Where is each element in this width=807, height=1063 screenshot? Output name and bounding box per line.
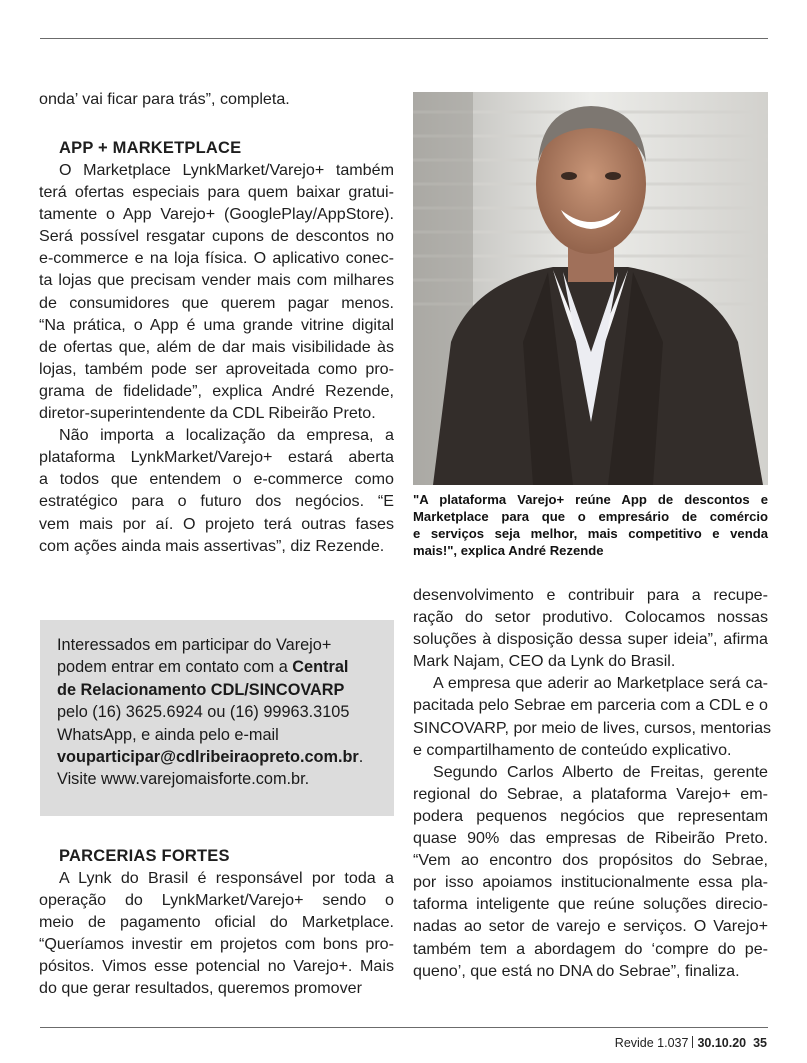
text-line: SINCOVARP, por meio de lives, cursos, mentorias (413, 718, 772, 737)
footer-separator (692, 1036, 693, 1048)
text-line: ta lojas que precisam vender mais com milhares (39, 271, 394, 290)
text-line: queno’, que está no DNA do Sebrae”, finaliza. (413, 961, 740, 980)
magazine-issue: Revide 1.037 (614, 1036, 689, 1050)
caption-text (413, 491, 768, 559)
text-line: e serviços seja melhor, mais competitivo e venda (413, 526, 768, 541)
top-rule (40, 38, 768, 39)
text-line: mais!", explica André Rezende (413, 543, 604, 558)
contact-website-line: Visite www.varejomaisforte.com.br. (57, 770, 310, 789)
issue-date: 30.10.20 (697, 1036, 747, 1050)
text-line: A empresa que aderir ao Marketplace será ca- (433, 674, 768, 693)
body-line: onda’ vai ficar para trás”, completa. (39, 90, 290, 108)
text-line: “Na prática, o App é uma grande vitrine digital (39, 315, 394, 334)
text-line: de consumidores que querem pagar menos. (39, 293, 394, 312)
contact-text: . (358, 748, 364, 767)
text-line: desenvolvimento e contribuir para a recupe- (413, 586, 768, 604)
text-line: soluções à disposição dessa super ideia”, afirma (413, 630, 768, 649)
text-line: e-commerce e na loja física. O aplicativo conec- (39, 249, 394, 268)
text-line: terá ofertas especiais para quem baixar gratui- (39, 183, 394, 202)
text-line: grama de fidelidade”, explica André Rezende, (39, 381, 394, 400)
page-number: 35 (753, 1036, 767, 1050)
text-line: Não importa a localização da empresa, a (59, 426, 394, 445)
contact-line (57, 656, 394, 678)
section-heading: APP + MARKETPLACE (59, 139, 242, 157)
contact-text: podem entrar em contato com a (57, 658, 293, 677)
contact-highlight: Central (292, 658, 349, 677)
text-line: vem mais por aí. O projeto terá outras fases (39, 514, 394, 533)
text-line: operação do LynkMarket/Varejo+ sendo o (39, 891, 394, 910)
paragraph (39, 159, 394, 424)
text-line: estratégico para o futuro dos negócios. “E (39, 492, 394, 511)
contact-line: WhatsApp, e ainda pelo e-mail (57, 725, 279, 744)
contact-email: vouparticipar@cdlribeiraopreto.com.br (57, 748, 359, 767)
text-line: a todos que entendem o e-commerce como (39, 470, 394, 489)
text-line: meio de pagamento oficial do Marketplace. (39, 913, 394, 932)
contact-line (57, 679, 394, 701)
bottom-rule (40, 1027, 768, 1028)
section-heading: PARCERIAS FORTES (59, 847, 230, 865)
text-line: Segundo Carlos Alberto de Freitas, gerente (433, 762, 768, 781)
text-line: e compartilhamento de conteúdo explicativo. (413, 740, 732, 759)
contact-line: Interessados em participar do Varejo+ (57, 636, 332, 654)
section-parcerias (39, 845, 394, 1000)
text-line: Mark Najam, CEO da Lynk do Brasil. (413, 652, 676, 671)
text-line: por isso apoiamos institucionalmente essa pla- (413, 873, 768, 892)
text-line: pacitada pelo Sebrae em parceria com a CDL e o (413, 696, 768, 715)
text-line: Será possível resgatar cupons de descontos no (39, 227, 394, 246)
left-column (39, 88, 394, 110)
text-line: plataforma LynkMarket/Varejo+ estará aberta (39, 448, 394, 467)
text-line: “Vem ao encontro dos propósitos do Sebrae, (413, 851, 768, 870)
text-line: diretor-superintendente da CDL Ribeirão Preto. (39, 404, 376, 423)
portrait-illustration (413, 92, 768, 485)
portrait-photo (413, 92, 768, 485)
contact-email-line (57, 746, 394, 768)
text-line: O Marketplace LynkMarket/Varejo+ também (59, 161, 394, 179)
text-line: A Lynk do Brasil é responsável por toda a (59, 869, 394, 887)
section-app-marketplace (39, 137, 394, 557)
text-line: com ações ainda mais assertivas”, diz Rezende. (39, 536, 385, 555)
photo-caption (413, 491, 768, 559)
text-line: também tem a abordagem do ‘compre do pe- (413, 939, 768, 958)
text-line: pósitos. Vimos esse potencial no Varejo+. Mais (39, 957, 394, 976)
text-line: nadas ao setor de varejo e serviços. O Varejo+ (413, 917, 768, 936)
text-line: do que gerar resultados, queremos promover (39, 979, 362, 998)
right-column (413, 584, 772, 982)
text-line: ração do setor produtivo. Colocamos nossas (413, 608, 768, 627)
contact-phone-line: pelo (16) 3625.6924 ou (16) 99963.3105 (57, 703, 350, 722)
text-line: "A plataforma Varejo+ reúne App de descontos e (413, 492, 768, 507)
text-line: “Queríamos investir em projetos com bons pro- (39, 935, 394, 954)
paragraph (39, 424, 394, 557)
paragraph (39, 867, 394, 1000)
text-line: tamente o App Varejo+ (GooglePlay/AppStore). (39, 205, 394, 224)
contact-highlight: de Relacionamento CDL/SINCOVARP (57, 680, 345, 699)
text-line: quase 90% das empresas de Ribeirão Preto. (413, 829, 768, 848)
paragraph (413, 672, 772, 760)
text-line: Marketplace para que o empresário de comércio (413, 509, 768, 524)
text-line: lojas, também pode ser aproveitada como pro- (39, 359, 394, 378)
text-line: regional do Sebrae, a plataforma Varejo+ em- (413, 784, 768, 803)
text-line: podera pequenos negócios que representam (413, 806, 768, 825)
text-line: de ofertas que, além de dar mais visibilidade às (39, 337, 394, 356)
paragraph (413, 761, 768, 982)
text-line: taforma inteligente que reúne soluções direcio- (413, 895, 768, 914)
contact-info-box (40, 620, 394, 816)
paragraph (413, 584, 768, 672)
page-footer (615, 1036, 767, 1050)
